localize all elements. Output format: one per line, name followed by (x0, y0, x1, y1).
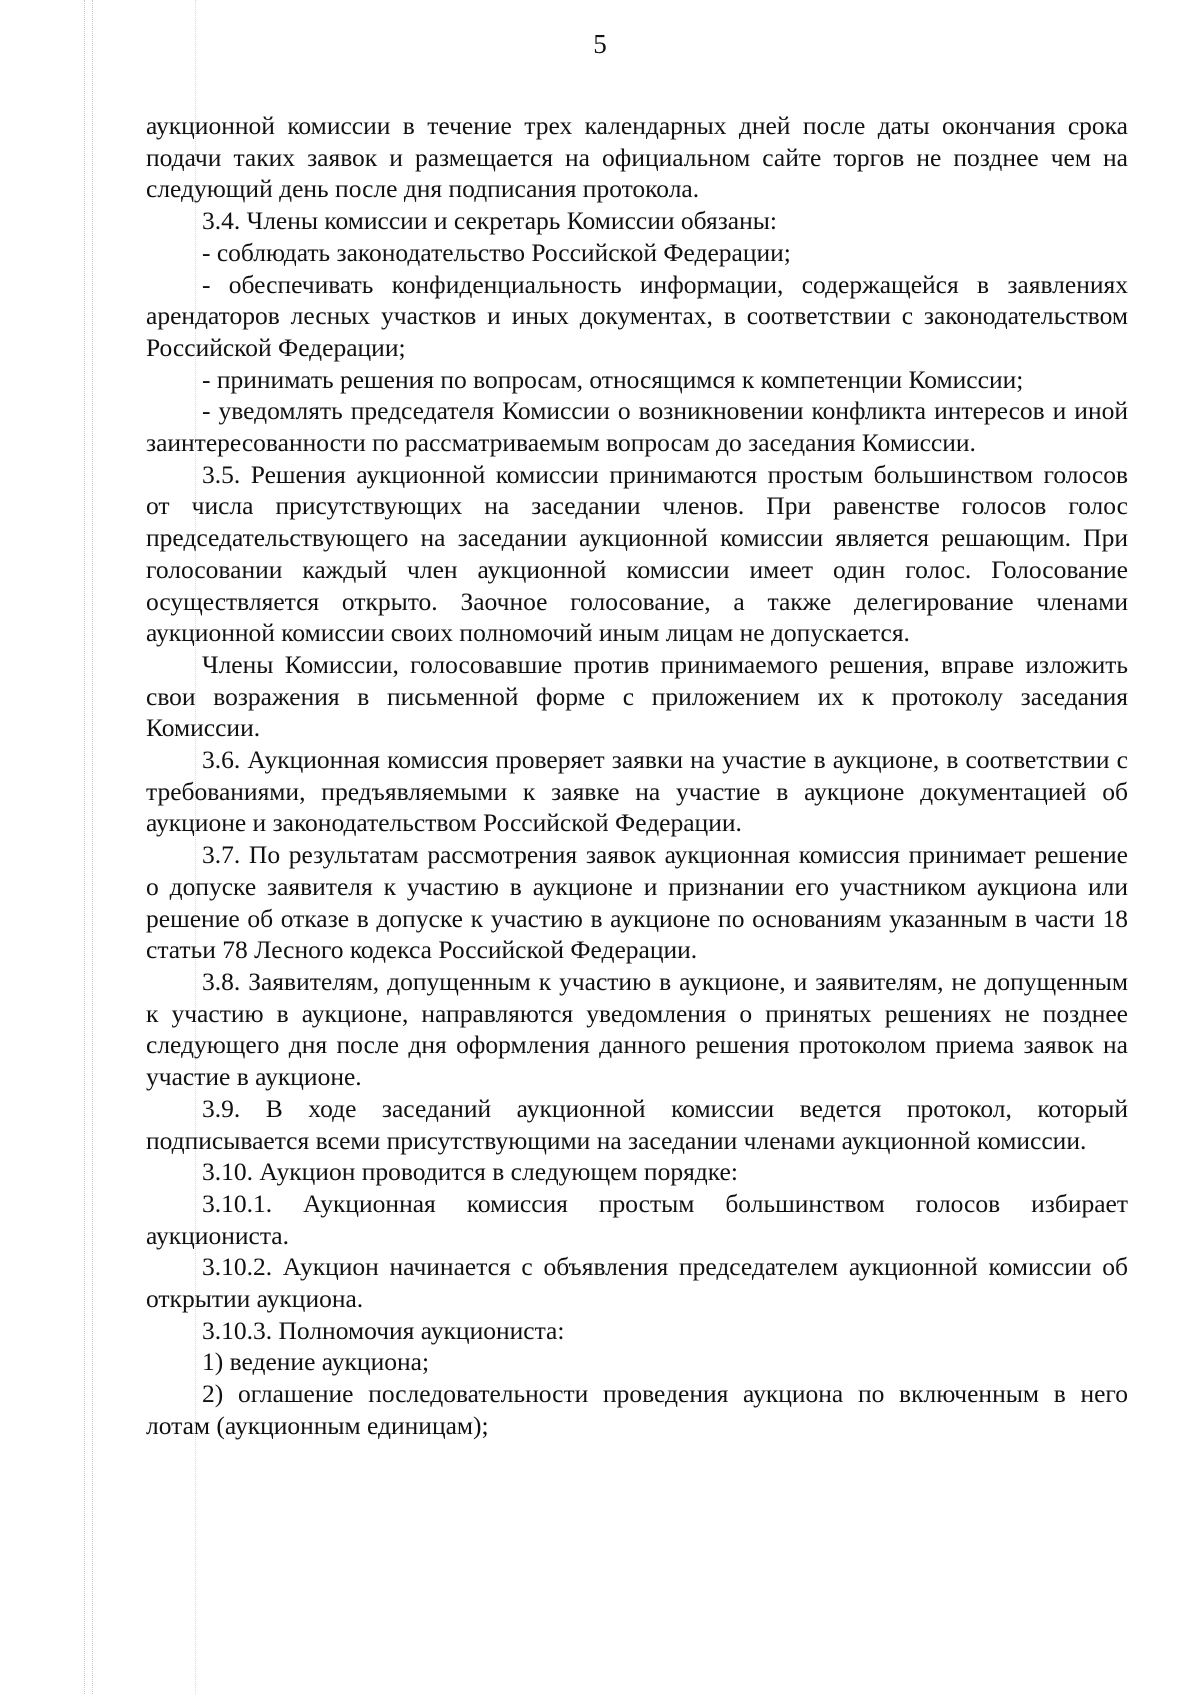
paragraph: - уведомлять председателя Комиссии о возникновении конфликта интересов и иной заинтересованности по рассматриваемым вопросам до заседания Комиссии. (146, 396, 1128, 458)
paragraph: 3.10. Аукцион проводится в следующем порядке: (202, 1157, 738, 1187)
paragraph: 1) ведение аукциона; (202, 1347, 430, 1377)
paragraph: 3.6. Аукционная комиссия проверяет заявки на участие в аукционе, в соответствии с требованиями, предъявляемыми к заявке на участие в аукционе документацией об аукционе и законодательством Российской Федерации. (146, 745, 1128, 838)
paragraph: 3.8. Заявителям, допущенным к участию в аукционе, и заявителям, не допущенным к участию в аукционе, направляются уведомления о принятых решениях не позднее следующего дня после дня оформления данного решения протоколом приема заявок на участие в аукционе. (146, 966, 1128, 1092)
paragraph: 3.4. Члены комиссии и секретарь Комиссии обязаны: (202, 206, 777, 236)
paragraph: аукционной комиссии в течение трех календарных дней после даты окончания срока подачи таких заявок и размещается на официальном сайте торгов не позднее чем на следующий день после дня подписания протокола. (146, 111, 1128, 204)
paragraph: - обеспечивать конфиденциальность информации, содержащейся в заявлениях арендаторов лесных участков и иных документах, в соответствии с законодательством Российской Федерации; (146, 269, 1128, 362)
scan-artifact-line (92, 0, 93, 1694)
scan-artifact-line (84, 0, 85, 1694)
paragraph: 2) оглашение последовательности проведения аукциона по включенным в него лотам (аукционным единицам); (146, 1379, 1128, 1440)
paragraph: - соблюдать законодательство Российской Федерации; (202, 237, 791, 267)
paragraph: - принимать решения по вопросам, относящимся к компетенции Комиссии; (202, 364, 1024, 394)
paragraph: 3.10.3. Полномочия аукциониста: (202, 1315, 565, 1345)
paragraph: 3.9. В ходе заседаний аукционной комиссии ведется протокол, который подписывается всеми присутствующими на заседании членами аукционной комиссии. (146, 1093, 1128, 1155)
document-body (146, 110, 1128, 1442)
paragraph: 3.10.1. Аукционная комиссия простым большинством голосов избирает аукциониста. (146, 1188, 1128, 1250)
paragraph: 3.10.2. Аукцион начинается с объявления председателем аукционной комиссии об открытии аукциона. (146, 1252, 1128, 1314)
page-number: 5 (593, 29, 607, 59)
paragraph: Члены Комиссии, голосовавшие против принимаемого решения, вправе изложить свои возражения в письменной форме с приложением их к протоколу заседания Комиссии. (146, 649, 1128, 743)
paragraph: 3.7. По результатам рассмотрения заявок аукционная комиссия принимает решение о допуске заявителя к участию в аукционе и признании его участником аукциона или решение об отказе в допуске к участию в аукционе по основаниям указанным в части 18 статьи 78 Лесного кодекса Российской Федерации. (146, 840, 1128, 965)
paragraph: 3.5. Решения аукционной комиссии принимаются простым большинством голосов от числа присутствующих на заседании членов. При равенстве голосов голос председательствующего на заседании аукционной комиссии является решающим. При голосовании каждый член аукционной комиссии имеет один голос. Голосование осуществляется открыто. Заочное голосование, а также делегирование членами аукционной комиссии своих полномочий иным лицам не допускается. (146, 459, 1128, 648)
